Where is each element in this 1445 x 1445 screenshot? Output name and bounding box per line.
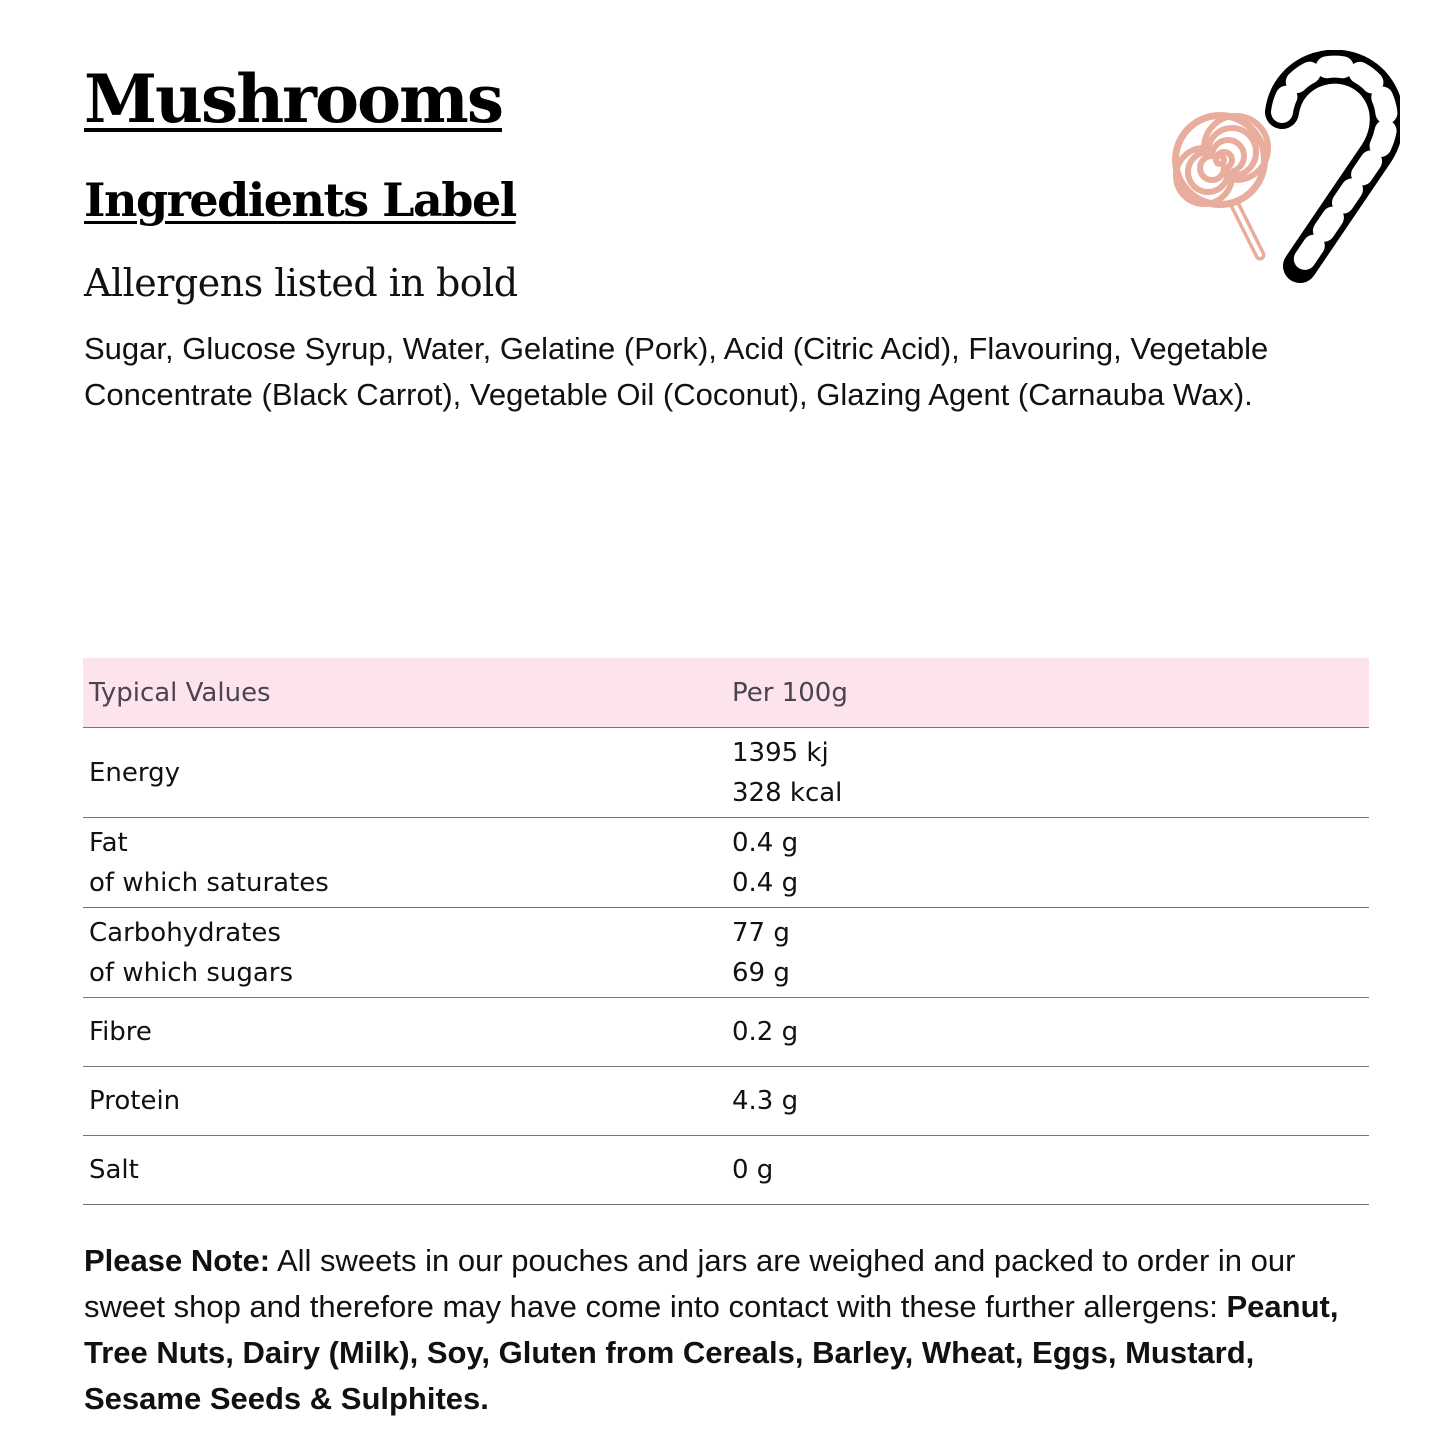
table-row (83, 728, 1369, 818)
ingredients-text: Sugar, Glucose Syrup, Water, Gelatine (Pork), Acid (Citric Acid), Flavouring, Vegetable Concentrate (Black Carrot), Vegetable Oil (Coconut), Glazing Agent (Carnauba Wax). (84, 331, 1269, 412)
nutrition-header-row (83, 658, 1369, 728)
candy-cane-icon (1282, 67, 1387, 266)
nutrient-value: 69 g (732, 957, 790, 988)
table-row (83, 1067, 1369, 1136)
table-row (83, 818, 1369, 908)
nutrient-value: 1395 kj (732, 737, 829, 768)
nutrient-label-cell (83, 818, 726, 908)
note-allergens: Peanut, Tree Nuts, Dairy (Milk), Soy, Gluten from Cereals, Barley, Wheat, Eggs, Mustard, Sesame Seeds & Sulphites. (84, 1289, 1339, 1416)
nutrient-label: Energy (89, 757, 181, 788)
nutrient-value: 0 g (726, 1136, 1369, 1205)
allergen-note: Allergens listed in bold (84, 261, 518, 305)
nutrient-value: 0.2 g (726, 998, 1369, 1067)
nutrient-sublabel: of which sugars (89, 957, 294, 988)
nutrient-value: 77 g (732, 917, 790, 948)
nutrient-label: Salt (83, 1136, 726, 1205)
nutrient-label: Fat (89, 827, 128, 858)
nutrient-sublabel: of which saturates (89, 867, 329, 898)
table-row (83, 1136, 1369, 1205)
nutrient-label-cell (83, 908, 726, 998)
nutrient-value-cell (726, 818, 1369, 908)
nutrient-value: 0.4 g (732, 867, 799, 898)
lollipop-icon (1172, 112, 1268, 255)
nutrient-value: 328 kcal (732, 777, 843, 808)
nutrition-table (83, 658, 1369, 1205)
nutrient-label-cell (83, 728, 726, 818)
page-title: Mushrooms (84, 60, 502, 138)
nutrient-value-cell (726, 728, 1369, 818)
note-text: All sweets in our pouches and jars are weighed and packed to order in our sweet shop and therefore may have come into contact with these further allergens: (84, 1243, 1296, 1324)
nutrient-value: 0.4 g (732, 827, 799, 858)
page-subtitle: Ingredients Label (84, 173, 516, 227)
note-lead: Please Note: (84, 1243, 271, 1278)
table-row (83, 998, 1369, 1067)
nutrient-value: 4.3 g (726, 1067, 1369, 1136)
allergy-note (84, 1238, 1374, 1422)
nutrient-label: Carbohydrates (89, 917, 281, 948)
column-header-typical-values: Typical Values (83, 658, 726, 728)
sweets-illustration (1160, 50, 1400, 290)
nutrient-label: Protein (83, 1067, 726, 1136)
nutrient-label: Fibre (83, 998, 726, 1067)
nutrient-value-cell (726, 908, 1369, 998)
table-row (83, 908, 1369, 998)
column-header-per-100g: Per 100g (726, 658, 1369, 728)
